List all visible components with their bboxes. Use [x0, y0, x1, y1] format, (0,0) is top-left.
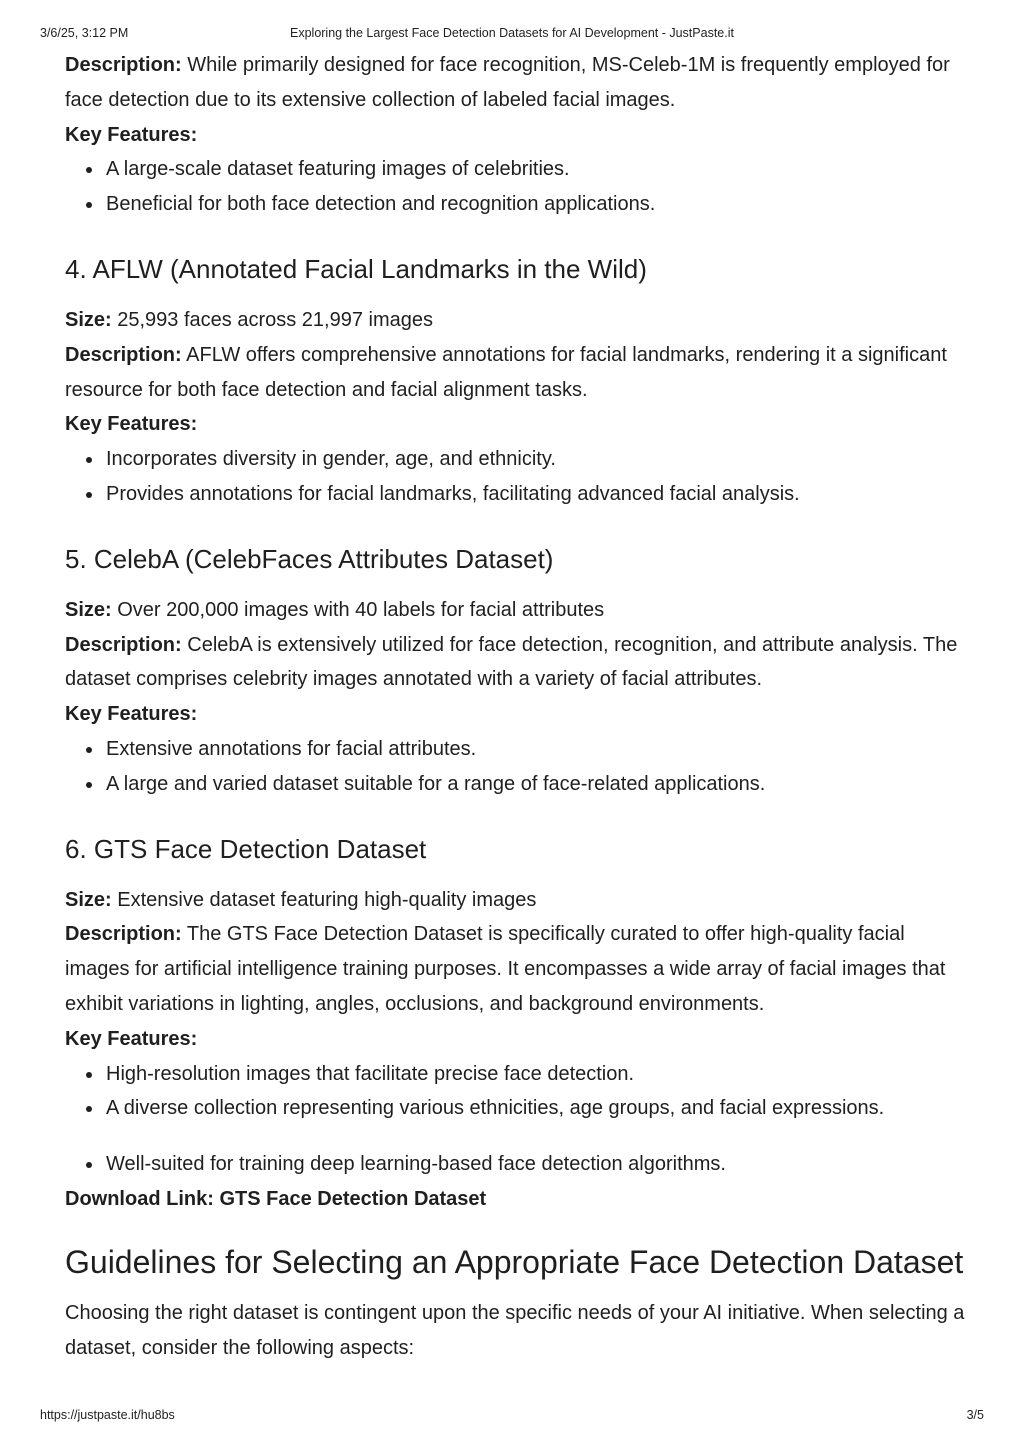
print-datetime: 3/6/25, 3:12 PM: [40, 26, 129, 40]
celeba-size: Size: Over 200,000 images with 40 labels for facial attributes: [65, 598, 605, 621]
description-label: Description:: [65, 54, 182, 76]
celeba-features-list: [65, 732, 970, 802]
download-link-text[interactable]: GTS Face Detection Dataset: [219, 1187, 487, 1210]
celeba-description: Description: CelebA is extensively utilized for face detection, recognition, and attribute analysis. The dataset comprises celebrity images annotated with a variety of facial attributes.: [65, 633, 958, 691]
list-item: A large and varied dataset suitable for a range of face-related applications.: [65, 767, 970, 802]
list-item: Incorporates diversity in gender, age, and ethnicity.: [65, 442, 970, 477]
intro-description: [65, 48, 970, 118]
intro-features-list: [65, 152, 970, 222]
key-features-label: Key Features:: [65, 1027, 198, 1050]
guidelines-text: Choosing the right dataset is contingent upon the specific needs of your AI initiative. When selecting a dataset, consider the following aspects:: [65, 1301, 965, 1359]
list-item: A large-scale dataset featuring images of celebrities.: [65, 152, 970, 187]
section-heading-aflw: 4. AFLW (Annotated Facial Landmarks in the Wild): [65, 253, 647, 284]
download-label: Download Link:: [65, 1187, 214, 1210]
gts-description: Description: The GTS Face Detection Dataset is specifically curated to offer high-quality facial images for artificial intelligence training purposes. It encompasses a wide array of facial images that exhibit variations in lighting, angles, occlusions, and background environments.: [65, 923, 946, 1015]
size-label: Size:: [65, 598, 112, 621]
print-page-title: Exploring the Largest Face Detection Datasets for AI Development - JustPaste.it: [290, 26, 734, 40]
download-link[interactable]: [65, 1182, 970, 1217]
key-features-label: Key Features:: [65, 413, 198, 436]
section-heading-gts: 6. GTS Face Detection Dataset: [65, 833, 427, 864]
description-label: Description:: [65, 343, 182, 366]
intro-description-text: While primarily designed for face recognition, MS-Celeb-1M is frequently employed for face detection due to its extensive collection of labeled facial images.: [65, 54, 950, 111]
list-item: A diverse collection representing various ethnicities, age groups, and facial expressions.: [65, 1091, 970, 1126]
list-item: Beneficial for both face detection and recognition applications.: [65, 187, 970, 222]
gts-features-list: [65, 1057, 970, 1182]
aflw-description: Description: AFLW offers comprehensive annotations for facial landmarks, rendering it a significant resource for both face detection and facial alignment tasks.: [65, 343, 947, 401]
list-item: High-resolution images that facilitate precise face detection.: [65, 1057, 970, 1092]
article-content: [65, 48, 970, 1365]
guidelines-heading: Guidelines for Selecting an Appropriate Face Detection Dataset: [65, 1243, 964, 1280]
print-page-number: 3/5: [966, 1408, 984, 1422]
description-label: Description:: [65, 633, 182, 656]
size-label: Size:: [65, 888, 112, 911]
list-item: Extensive annotations for facial attributes.: [65, 732, 970, 767]
gts-size: Size: Extensive dataset featuring high-quality images: [65, 888, 537, 911]
section-heading-celeba: 5. CelebA (CelebFaces Attributes Dataset): [65, 543, 554, 574]
aflw-features-list: [65, 442, 970, 512]
description-label: Description:: [65, 923, 182, 946]
size-label: Size:: [65, 308, 112, 331]
list-item: Well-suited for training deep learning-based face detection algorithms.: [65, 1147, 970, 1182]
aflw-size: Size: 25,993 faces across 21,997 images: [65, 308, 434, 331]
print-url: https://justpaste.it/hu8bs: [40, 1408, 175, 1422]
print-header: [40, 26, 984, 42]
list-item: Provides annotations for facial landmarks, facilitating advanced facial analysis.: [65, 477, 970, 512]
print-footer: [40, 1408, 984, 1424]
key-features-label: Key Features:: [65, 703, 198, 726]
key-features-label: Key Features:: [65, 123, 198, 146]
